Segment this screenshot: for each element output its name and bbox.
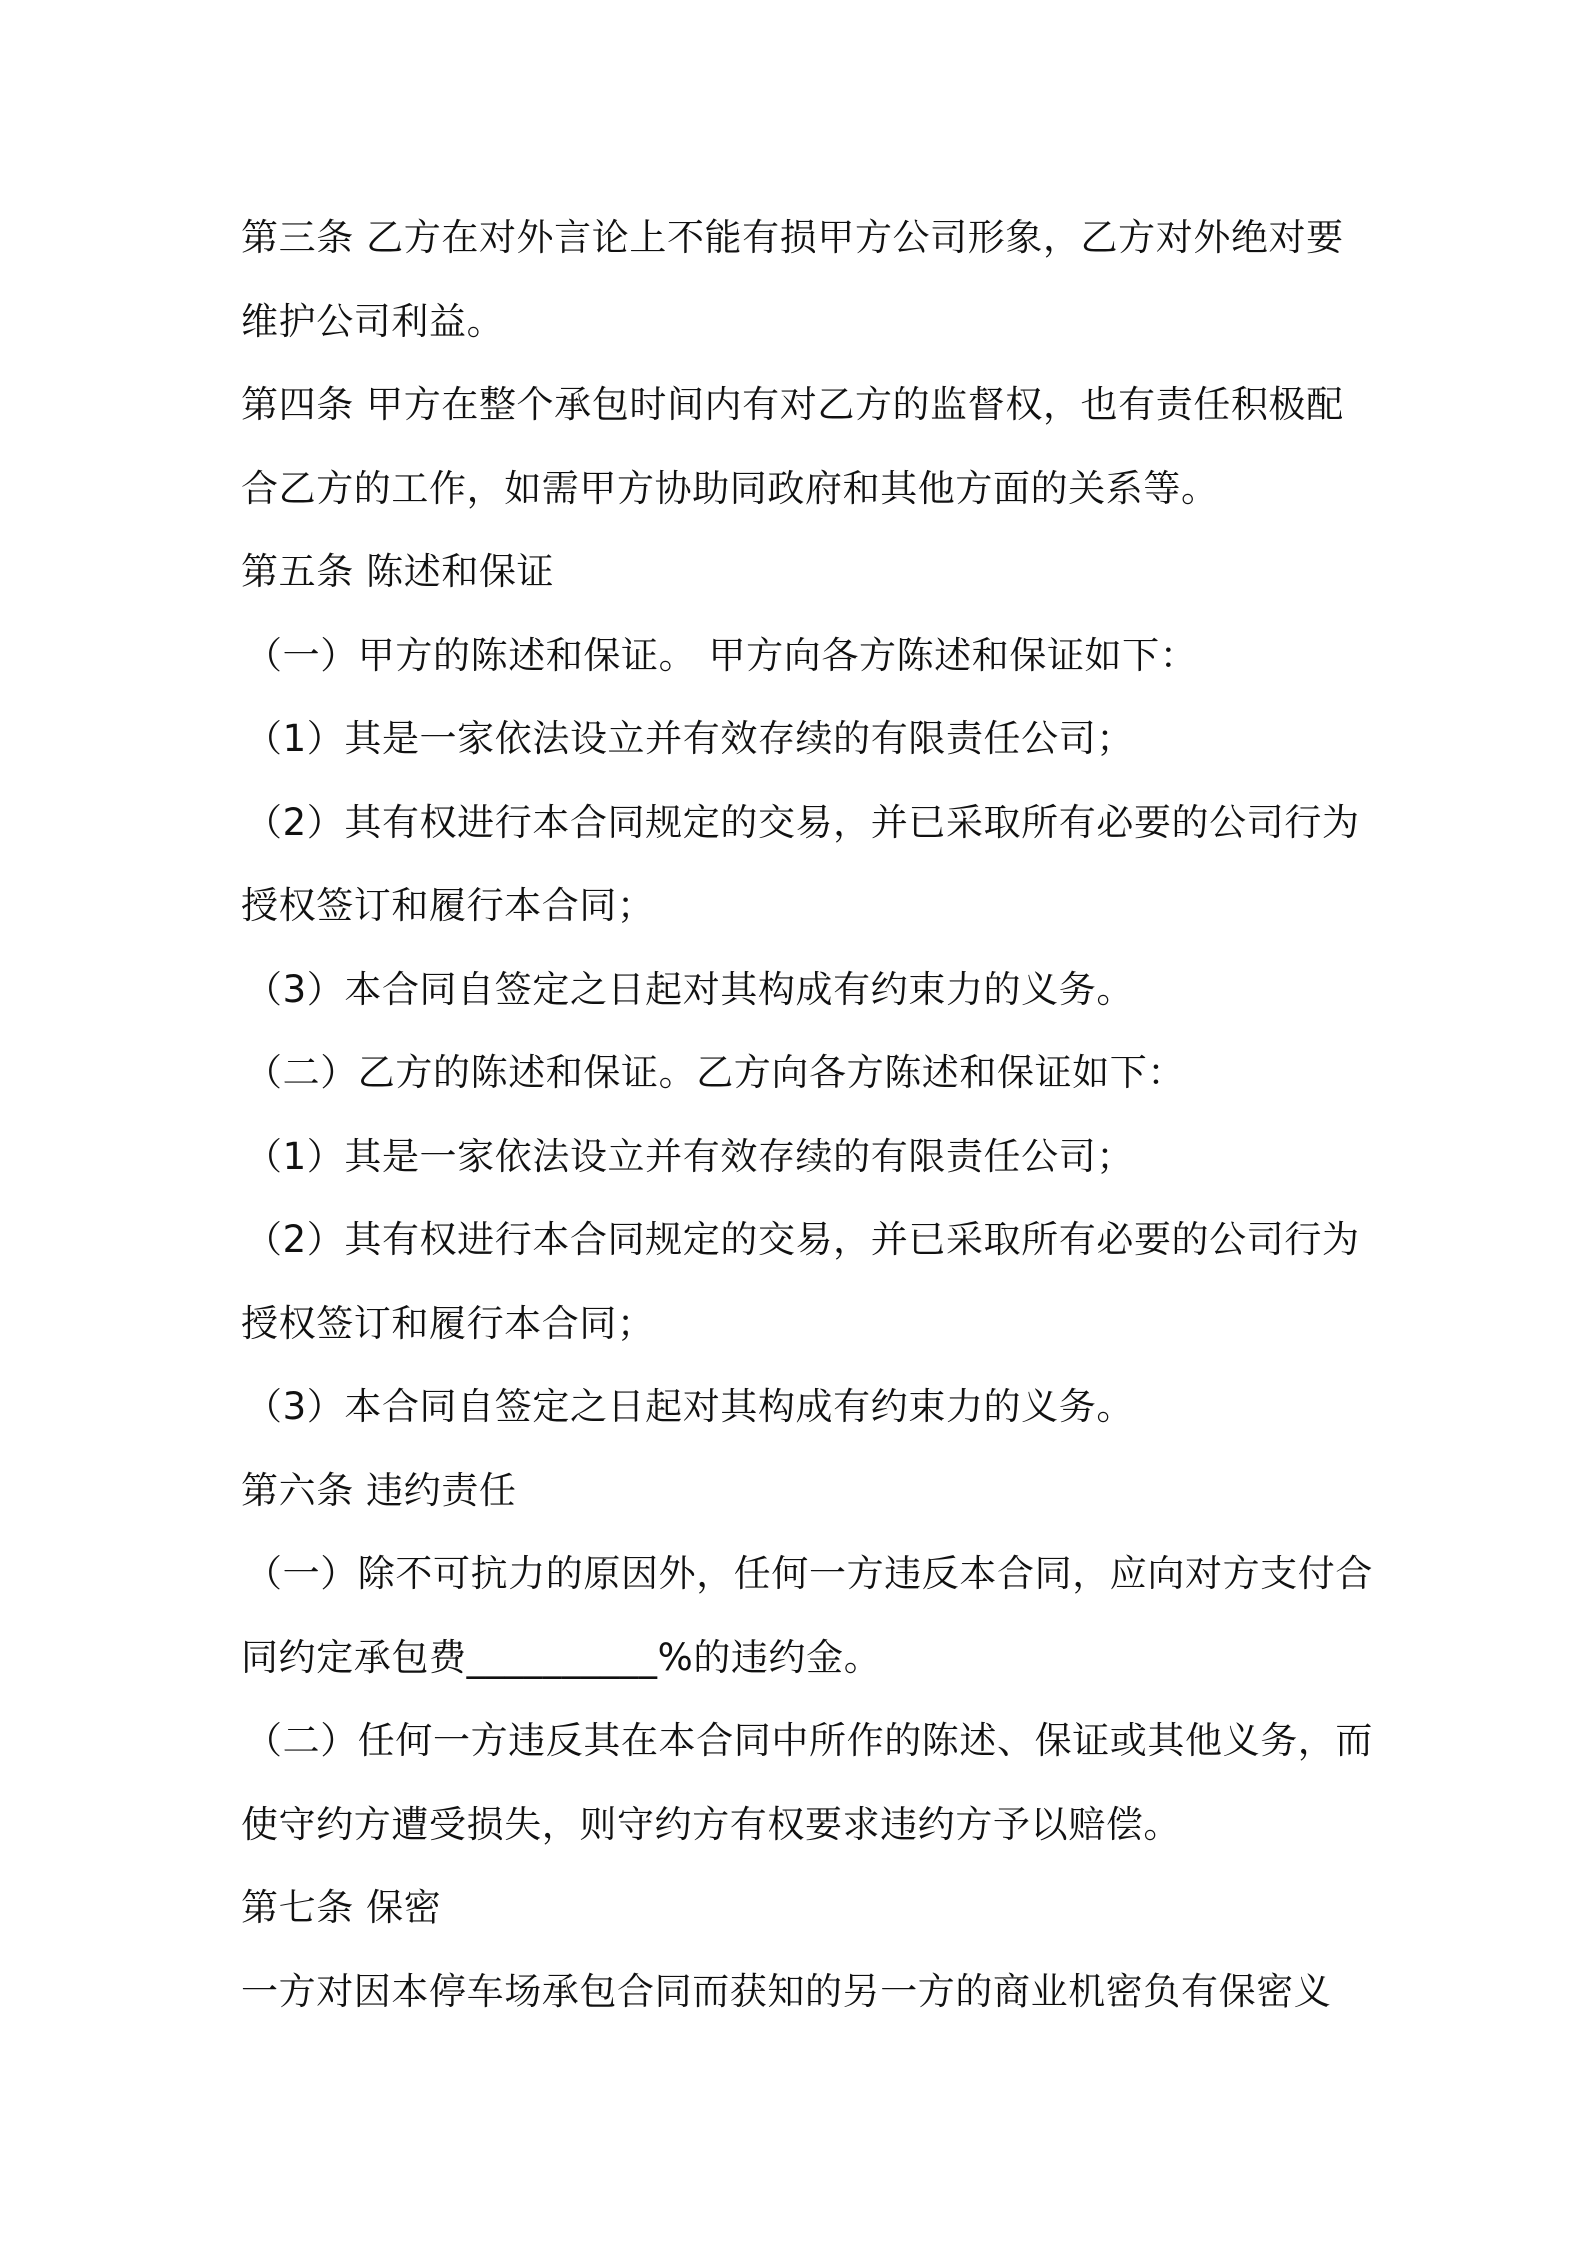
article-3-line-1: 第三条 乙方在对外言论上不能有损甲方公司形象，乙方对外绝对要 bbox=[241, 216, 1344, 259]
article-6-clause-2-cont: 使守约方遭受损失，则守约方有权要求违约方予以赔偿。 bbox=[241, 1802, 1181, 1846]
article-5-party-a-item-1: （1）其是一家依法设立并有效存续的有限责任公司； bbox=[245, 717, 1134, 760]
article-5-heading: 第五条 陈述和保证 bbox=[241, 550, 555, 593]
document-body bbox=[241, 196, 1373, 2033]
article-6-clause-2: （二）任何一方违反其在本合同中所作的陈述、保证或其他义务，而 bbox=[245, 1719, 1373, 1762]
article-5-party-b-heading: （二）乙方的陈述和保证。乙方向各方陈述和保证如下： bbox=[245, 1051, 1185, 1094]
article-7-body-line-1: 一方对因本停车场承包合同而获知的另一方的商业机密负有保密义 bbox=[241, 1969, 1332, 2013]
article-5-party-a-item-2-cont: 授权签订和履行本合同； bbox=[241, 884, 655, 927]
article-5-party-a-item-2: （2）其有权进行本合同规定的交易，并已采取所有必要的公司行为 bbox=[245, 800, 1360, 844]
article-4-line-1: 第四条 甲方在整个承包时间内有对乙方的监督权，也有责任积极配 bbox=[241, 383, 1344, 426]
article-5-party-b-item-2: （2）其有权进行本合同规定的交易，并已采取所有必要的公司行为 bbox=[245, 1218, 1360, 1261]
article-6-clause-1-cont: 同约定承包费__________%的违约金。 bbox=[241, 1635, 882, 1679]
article-6-heading: 第六条 违约责任 bbox=[241, 1468, 517, 1512]
article-3-line-2: 维护公司利益。 bbox=[241, 299, 505, 343]
article-5-party-a-item-3: （3）本合同自签定之日起对其构成有约束力的义务。 bbox=[245, 967, 1134, 1011]
article-5-party-b-item-2-cont: 授权签订和履行本合同； bbox=[241, 1301, 655, 1345]
article-5-party-b-item-1: （1）其是一家依法设立并有效存续的有限责任公司； bbox=[245, 1134, 1134, 1178]
article-5-party-b-item-3: （3）本合同自签定之日起对其构成有约束力的义务。 bbox=[245, 1385, 1134, 1428]
article-5-party-a-heading: （一）甲方的陈述和保证。 甲方向各方陈述和保证如下： bbox=[245, 633, 1198, 677]
article-4-line-2: 合乙方的工作，如需甲方协助同政府和其他方面的关系等。 bbox=[241, 466, 1219, 510]
article-6-clause-1: （一）除不可抗力的原因外，任何一方违反本合同，应向对方支付合 bbox=[245, 1552, 1373, 1595]
article-7-heading: 第七条 保密 bbox=[241, 1886, 442, 1929]
